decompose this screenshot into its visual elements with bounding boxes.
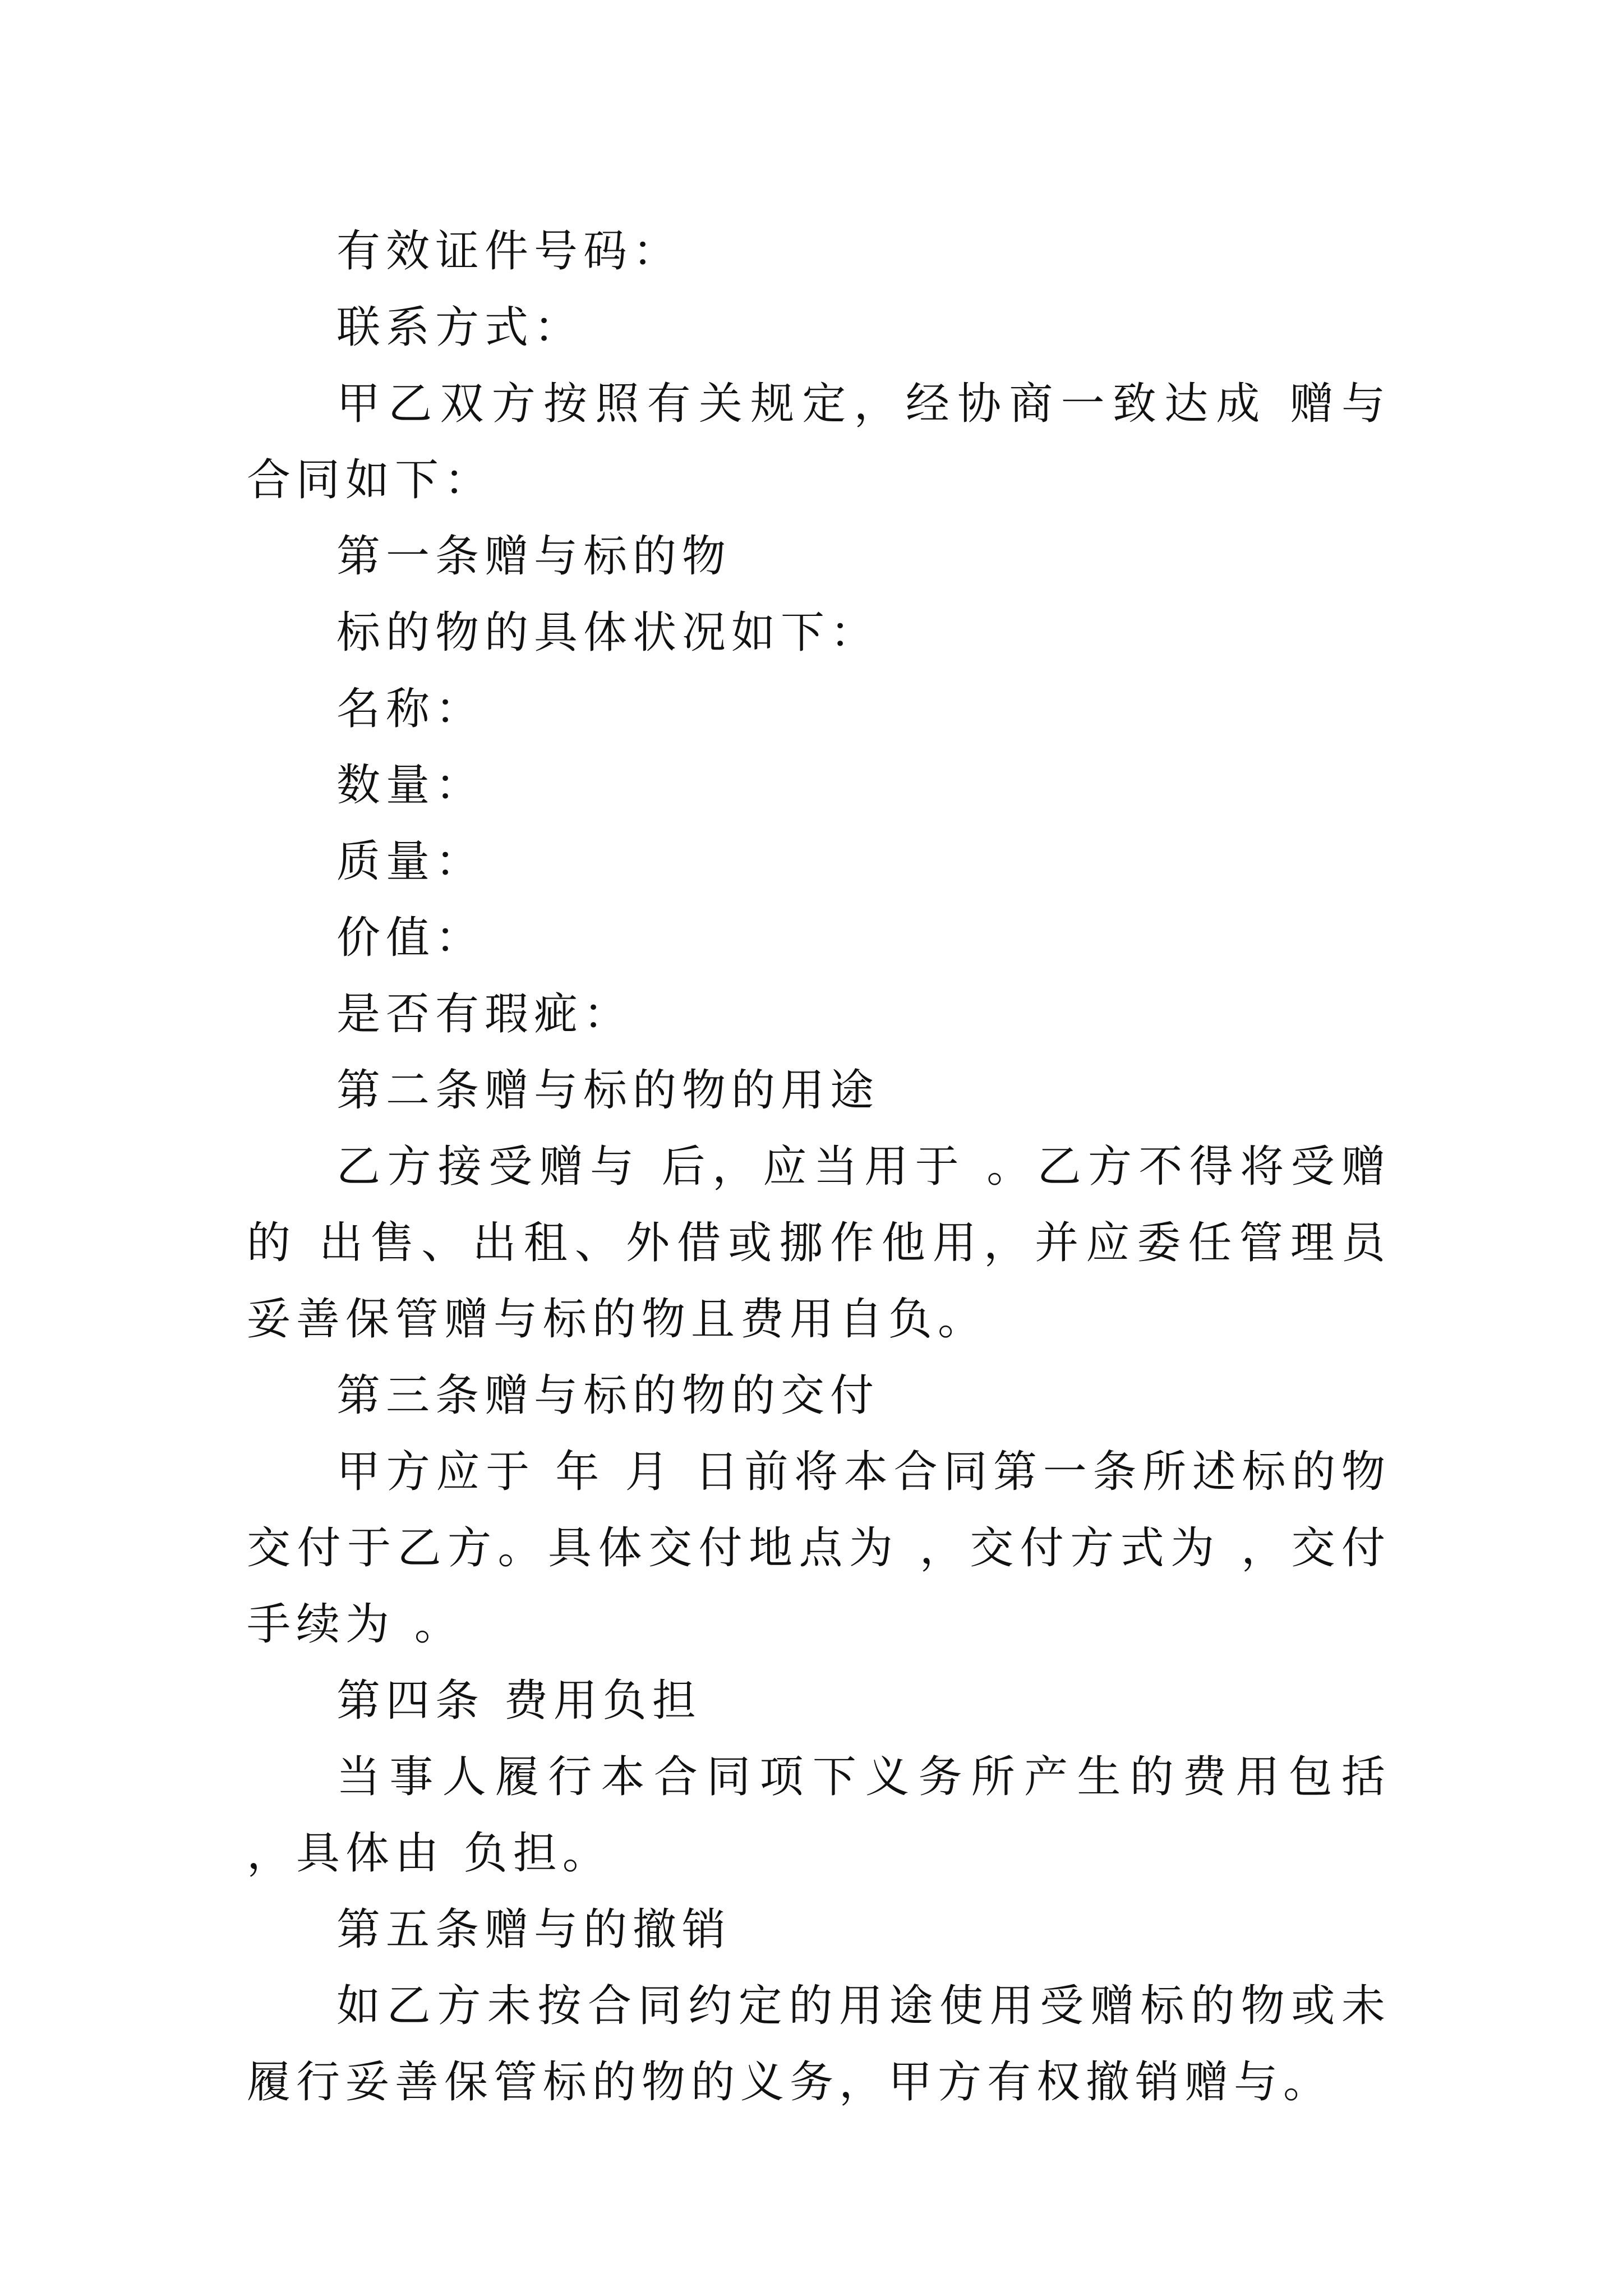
field-contact: 联系方式： (336, 302, 584, 353)
field-quality: 质量： (336, 836, 485, 887)
article-4-body: 当事人履行本合同项下义务所产生的费用包括 ，具体由 负担。 (247, 1752, 1410, 1879)
article-2-body: 乙方接受赠与 后，应当用于 。乙方不得将受赠的 出售、出租、外借或挪作他用，并应委任管理员妥善保管赠与标的物且费用自负。 (247, 1142, 1391, 1345)
article-3-body: 甲方应于 年 月 日前将本合同第一条所述标的物交付于乙方。具体交付地点为 ，交付方式为 ，交付手续为 。 (247, 1447, 1391, 1650)
field-name: 名称： (336, 684, 485, 734)
article-2-heading: 第二条赠与标的物的用途 (336, 1065, 880, 1116)
article-1-intro: 标的物的具体状况如下： (336, 608, 880, 658)
field-defects: 是否有瑕疵： (336, 989, 633, 1039)
article-4-heading: 第四条 费用负担 (336, 1676, 702, 1726)
agreement-intro: 甲乙双方按照有关规定，经协商一致达成 赠与合同如下： (247, 379, 1391, 505)
field-id-number: 有效证件号码： (336, 226, 683, 277)
field-quantity: 数量： (336, 760, 485, 811)
article-5-heading: 第五条赠与的撤销 (336, 1904, 732, 1955)
document-body (247, 213, 1410, 2120)
article-3-heading: 第三条赠与标的物的交付 (336, 1370, 880, 1421)
article-1-heading: 第一条赠与标的物 (336, 531, 732, 582)
field-value: 价值： (336, 913, 485, 963)
article-5-body: 如乙方未按合同约定的用途使用受赠标的物或未履行妥善保管标的物的义务，甲方有权撤销赠与。 (247, 1981, 1391, 2108)
